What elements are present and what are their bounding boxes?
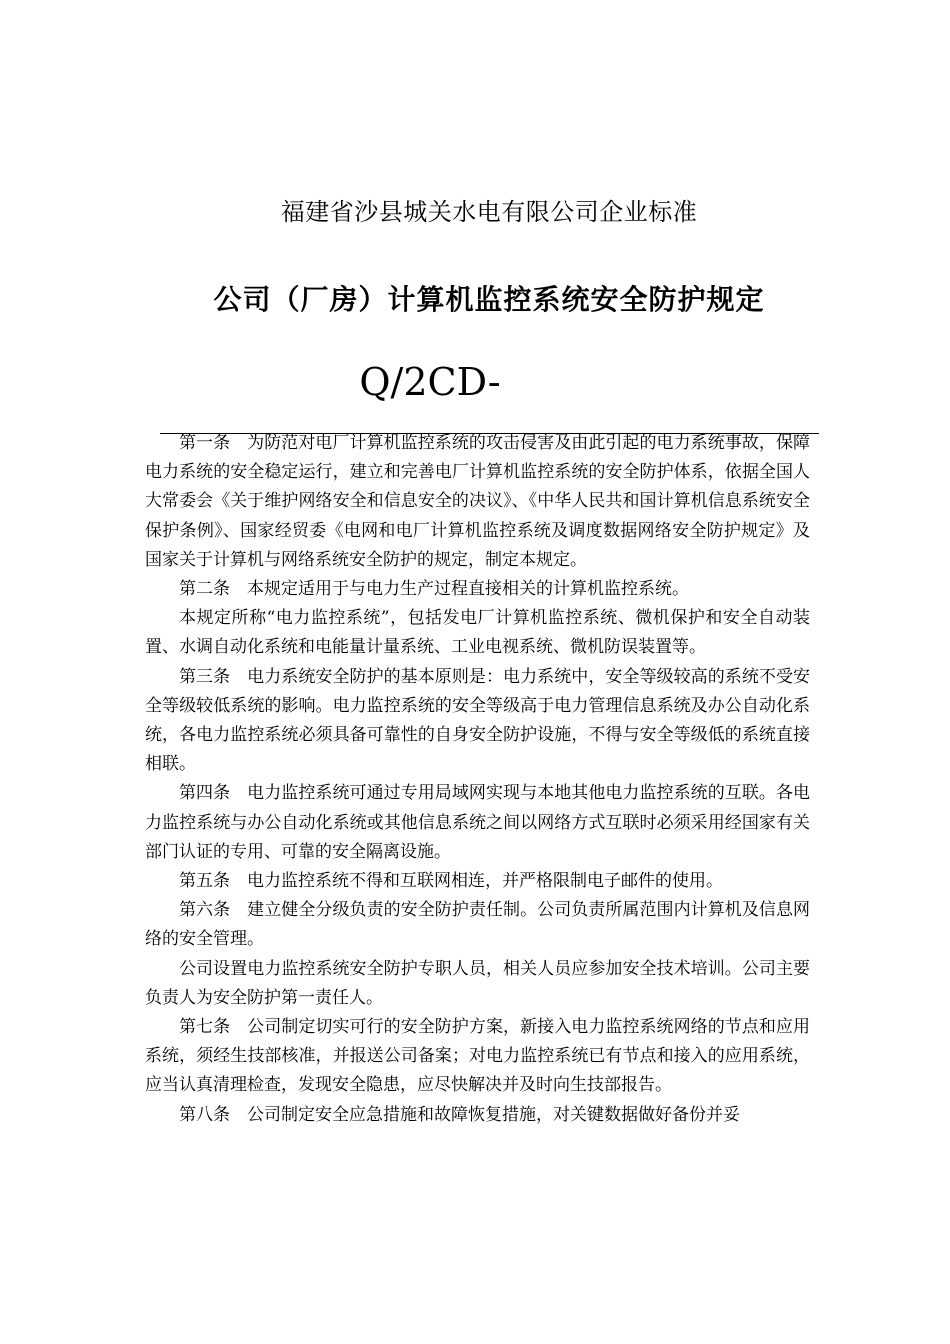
- article-number: 第六条: [179, 900, 231, 921]
- document-title: 公司（厂房）计算机监控系统安全防护规定: [213, 283, 765, 316]
- article-number: 第四条: [179, 783, 231, 804]
- article-number: 第八条: [179, 1104, 230, 1125]
- organization-title: 福建省沙县城关水电有限公司企业标准: [280, 198, 698, 226]
- paragraph-article-1: [145, 429, 810, 575]
- paragraph-article-5: [145, 867, 810, 896]
- document-body: [145, 429, 810, 1130]
- paragraph-staffing: [145, 955, 810, 1013]
- paragraph-text: 公司设置电力监控系统安全防护专职人员，相关人员应参加安全技术培训。公司主要负责人为安全防护第一责任人。: [145, 958, 810, 1008]
- article-number: 第二条: [179, 579, 230, 600]
- article-text: 电力系统安全防护的基本原则是：电力系统中，安全等级较高的系统不受安全等级较低系统的影响。电力监控系统的安全等级高于电力管理信息系统及办公自动化系统，各电力监控系统必须具备可靠性的自身安全防护设施，不得与安全等级低的系统直接相联。: [145, 666, 810, 775]
- article-number: 第三条: [179, 666, 231, 687]
- paragraph-article-7: [145, 1013, 810, 1101]
- paragraph-scope-definition: [145, 604, 810, 662]
- paragraph-article-6: [145, 896, 810, 954]
- article-number: 第一条: [179, 433, 231, 453]
- paragraph-article-2: [145, 575, 810, 604]
- article-text: 公司制定安全应急措施和故障恢复措施，对关键数据做好备份并妥: [247, 1104, 740, 1125]
- article-text: 电力监控系统不得和互联网相连，并严格限制电子邮件的使用。: [247, 871, 723, 892]
- article-text: 本规定适用于与电力生产过程直接相关的计算机监控系统。: [247, 579, 689, 600]
- document-code: Q/2CD-: [359, 360, 501, 404]
- article-text: 电力监控系统可通过专用局域网实现与本地其他电力监控系统的互联。各电力监控系统与办公自动化系统或其他信息系统之间以网络方式互联时必须采用经国家有关部门认证的专用、可靠的安全隔离设施。: [145, 783, 810, 862]
- paragraph-article-8: [145, 1101, 810, 1130]
- article-text: 建立健全分级负责的安全防护责任制。公司负责所属范围内计算机及信息网络的安全管理。: [145, 900, 810, 950]
- paragraph-article-3: [145, 663, 810, 780]
- article-number: 第七条: [179, 1017, 231, 1038]
- article-text: 公司制定切实可行的安全防护方案，新接入电力监控系统网络的节点和应用系统，须经生技部核准，并报送公司备案；对电力监控系统已有节点和接入的应用系统，应当认真清理检查，发现安全隐患，应尽快解决并及时向生技部报告。: [145, 1017, 810, 1096]
- paragraph-text: 本规定所称“电力监控系统”，包括发电厂计算机监控系统、微机保护和安全自动装置、水调自动化系统和电能量计量系统、工业电视系统、微机防误装置等。: [145, 608, 810, 658]
- article-text: 为防范对电厂计算机监控系统的攻击侵害及由此引起的电力系统事故，保障电力系统的安全稳定运行，建立和完善电厂计算机监控系统的安全防护体系，依据全国人大常委会《关于维护网络安全和信息安全的决议》、《中华人民共和国计算机信息系统安全保护条例》、国家经贸委《电网和电厂计算机监控系统及调度数据网络安全防护规定》及国家关于计算机与网络系统安全防护的规定，制定本规定。: [145, 433, 810, 570]
- paragraph-article-4: [145, 779, 810, 867]
- article-number: 第五条: [179, 871, 230, 892]
